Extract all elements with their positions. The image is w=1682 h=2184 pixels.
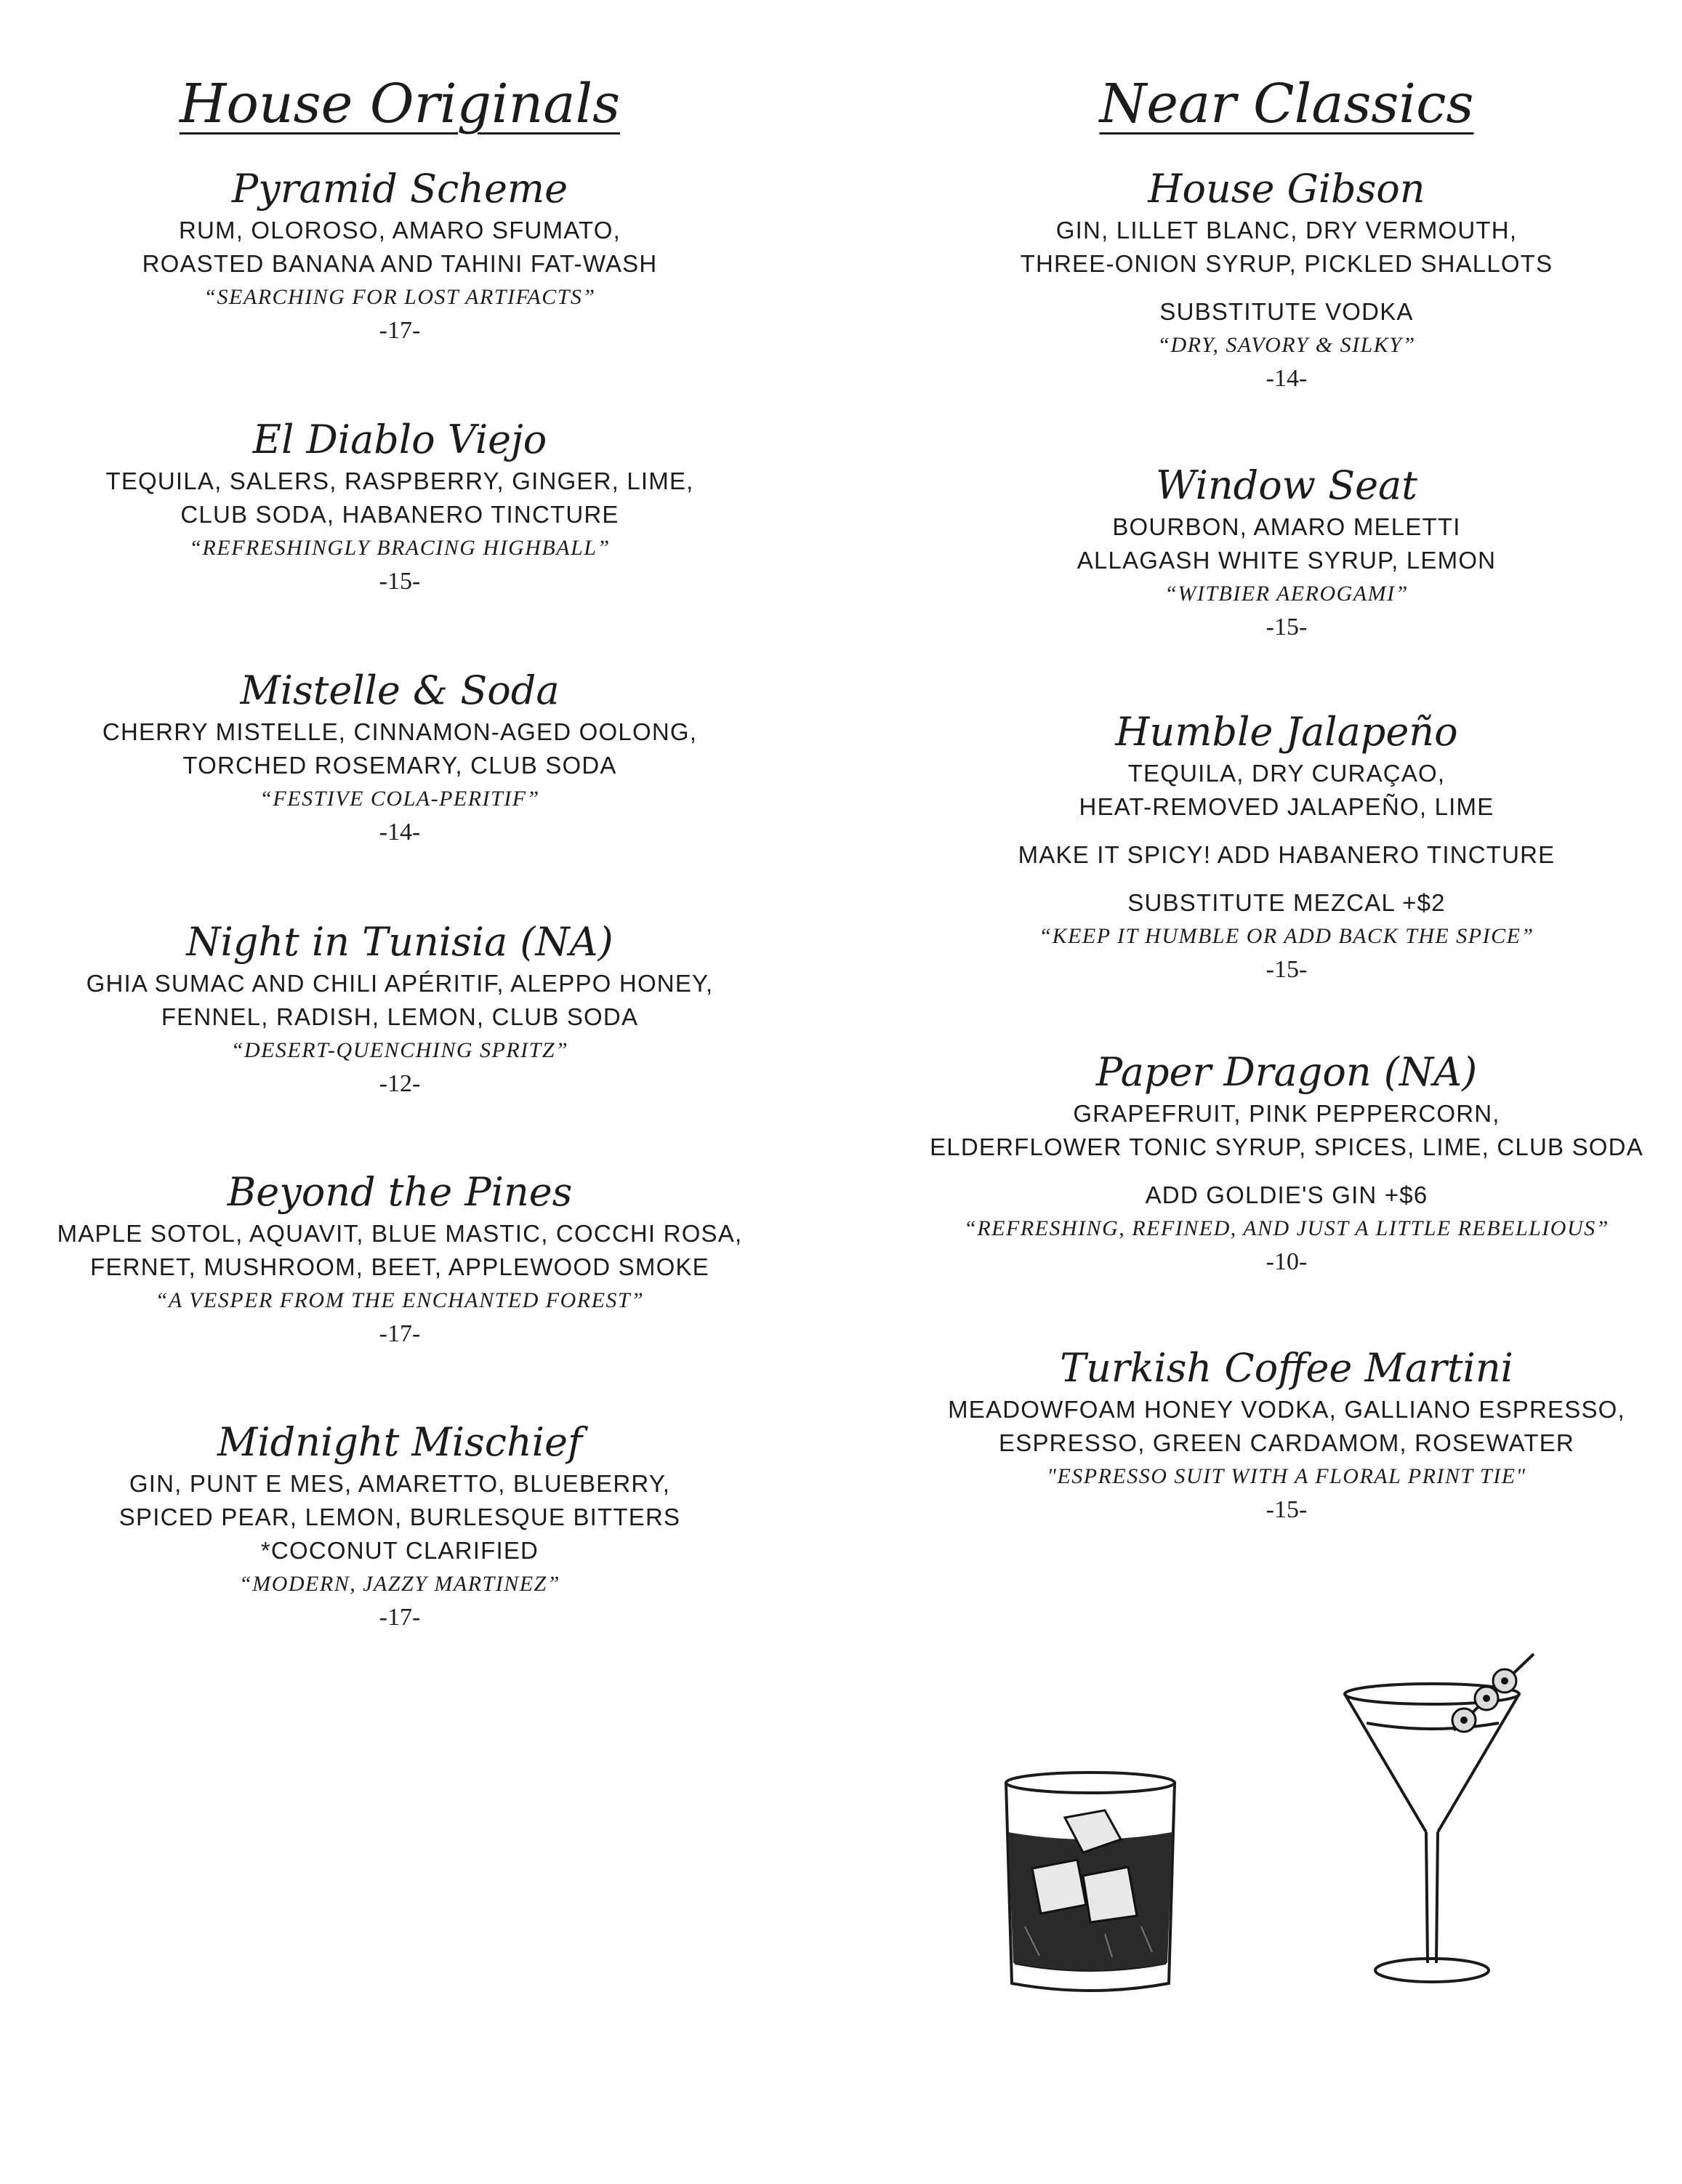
drink-ingredients: GRAPEFRUIT, PINK PEPPERCORN, [1073,1100,1500,1127]
drink-price: -17- [379,1320,421,1347]
drink-ingredients: THREE-ONION SYRUP, PICKLED SHALLOTS [1020,250,1553,277]
drink-ingredients: CLUB SODA, HABANERO TINCTURE [180,501,619,528]
drink-price: -10- [1265,1248,1308,1275]
drink-name: Beyond the Pines [227,1169,573,1215]
drink-tagline: “WITBIER AEROGAMI” [1164,582,1409,606]
drink-tagline: “MODERN, JAZZY MARTINEZ” [239,1572,560,1596]
menu-item-humble-jalapeno [887,709,1682,987]
drink-tagline: “A VESPER FROM THE ENCHANTED FOREST” [155,1288,645,1312]
drink-option: SUBSTITUTE VODKA [1159,298,1414,325]
drink-tagline: “KEEP IT HUMBLE OR ADD BACK THE SPICE” [1039,924,1534,948]
drink-ingredients: SPICED PEAR, LEMON, BURLESQUE BITTERS [118,1503,681,1530]
drink-name: Turkish Coffee Martini [1060,1345,1513,1391]
drink-ingredients: GIN, LILLET BLANC, DRY VERMOUTH, [1055,217,1518,244]
drink-note: *COCONUT CLARIFIED [260,1537,539,1564]
menu-item-window-seat [887,462,1682,644]
menu-item-night-in-tunisia [0,919,800,1101]
drink-price: -17- [379,317,421,344]
drink-name: El Diablo Viejo [252,417,547,462]
drink-ingredients: FERNET, MUSHROOM, BEET, APPLEWOOD SMOKE [90,1253,709,1280]
menu-item-paper-dragon [887,1049,1682,1279]
drink-ingredients: ALLAGASH WHITE SYRUP, LEMON [1077,547,1497,574]
menu-item-beyond-the-pines [0,1169,800,1351]
drink-name: Humble Jalapeño [1115,709,1458,755]
drink-option: SUBSTITUTE MEZCAL +$2 [1127,889,1446,916]
drink-ingredients: ESPRESSO, GREEN CARDAMOM, ROSEWATER [999,1429,1574,1456]
drink-ingredients: MEADOWFOAM HONEY VODKA, GALLIANO ESPRESSO, [948,1396,1625,1423]
drink-price: -14- [1265,365,1308,392]
drink-tagline: “SEARCHING FOR LOST ARTIFACTS” [204,285,596,309]
menu-item-pyramid-scheme [0,166,800,348]
drink-price: -14- [379,819,421,846]
drink-name: House Gibson [1148,166,1425,212]
drink-tagline: “FESTIVE COLA-PERITIF” [259,787,540,811]
drink-ingredients: GHIA SUMAC AND CHILI APÉRITIF, ALEPPO HONEY, [86,970,714,997]
drink-price: -15- [379,568,421,595]
drink-price: -12- [379,1070,421,1097]
drink-tagline: “REFRESHING, REFINED, AND JUST A LITTLE REBELLIOUS” [964,1216,1609,1240]
drink-name: Mistelle & Soda [240,667,560,713]
menu-item-house-gibson [887,166,1682,396]
drink-ingredients: ROASTED BANANA AND TAHINI FAT-WASH [142,250,658,277]
menu-item-el-diablo-viejo [0,417,800,598]
drink-tagline: “REFRESHINGLY BRACING HIGHBALL” [189,536,611,560]
drink-name: Paper Dragon (NA) [1095,1049,1478,1095]
drink-tagline: “DRY, SAVORY & SILKY” [1157,333,1416,357]
drink-price: -17- [379,1604,421,1631]
drink-name: Window Seat [1156,462,1417,508]
house-originals-title: House Originals [179,73,621,135]
near-classics-title: Near Classics [1099,73,1474,135]
drink-ingredients: TEQUILA, DRY CURAÇAO, [1127,760,1446,787]
drink-ingredients: BOURBON, AMARO MELETTI [1112,513,1461,540]
drink-price: -15- [1265,956,1308,983]
drink-tagline: “DESERT-QUENCHING SPRITZ” [230,1038,569,1062]
drink-ingredients: ELDERFLOWER TONIC SYRUP, SPICES, LIME, CLUB SODA [930,1133,1643,1160]
drink-option: ADD GOLDIE'S GIN +$6 [1145,1181,1428,1208]
martini-glass-icon [1337,1650,1548,1999]
drink-ingredients: CHERRY MISTELLE, CINNAMON-AGED OOLONG, [102,718,698,745]
drink-name: Night in Tunisia (NA) [186,919,613,965]
drink-ingredients: GIN, PUNT E MES, AMARETTO, BLUEBERRY, [129,1470,671,1497]
drink-name: Midnight Mischief [217,1419,582,1465]
drink-tagline: "ESPRESSO SUIT WITH A FLORAL PRINT TIE" [1047,1464,1526,1488]
drink-price: -15- [1265,614,1308,641]
drink-ingredients: TEQUILA, SALERS, RASPBERRY, GINGER, LIME, [105,467,694,494]
drink-ingredients: FENNEL, RADISH, LEMON, CLUB SODA [161,1003,639,1030]
drink-ingredients: RUM, OLOROSO, AMARO SFUMATO, [178,217,621,244]
drink-ingredients: MAPLE SOTOL, AQUAVIT, BLUE MASTIC, COCCHI ROSA, [57,1220,743,1247]
drink-ingredients: HEAT-REMOVED JALAPEÑO, LIME [1079,793,1494,820]
drink-option: MAKE IT SPICY! ADD HABANERO TINCTURE [1018,841,1556,868]
drink-ingredients: TORCHED ROSEMARY, CLUB SODA [182,752,617,779]
menu-item-midnight-mischief [0,1419,800,1634]
drink-price: -15- [1265,1496,1308,1523]
menu-item-mistelle-and-soda [0,667,800,849]
rocks-glass-icon [996,1767,1185,1999]
menu-item-turkish-coffee-martini [887,1345,1682,1527]
drink-name: Pyramid Scheme [231,166,568,212]
